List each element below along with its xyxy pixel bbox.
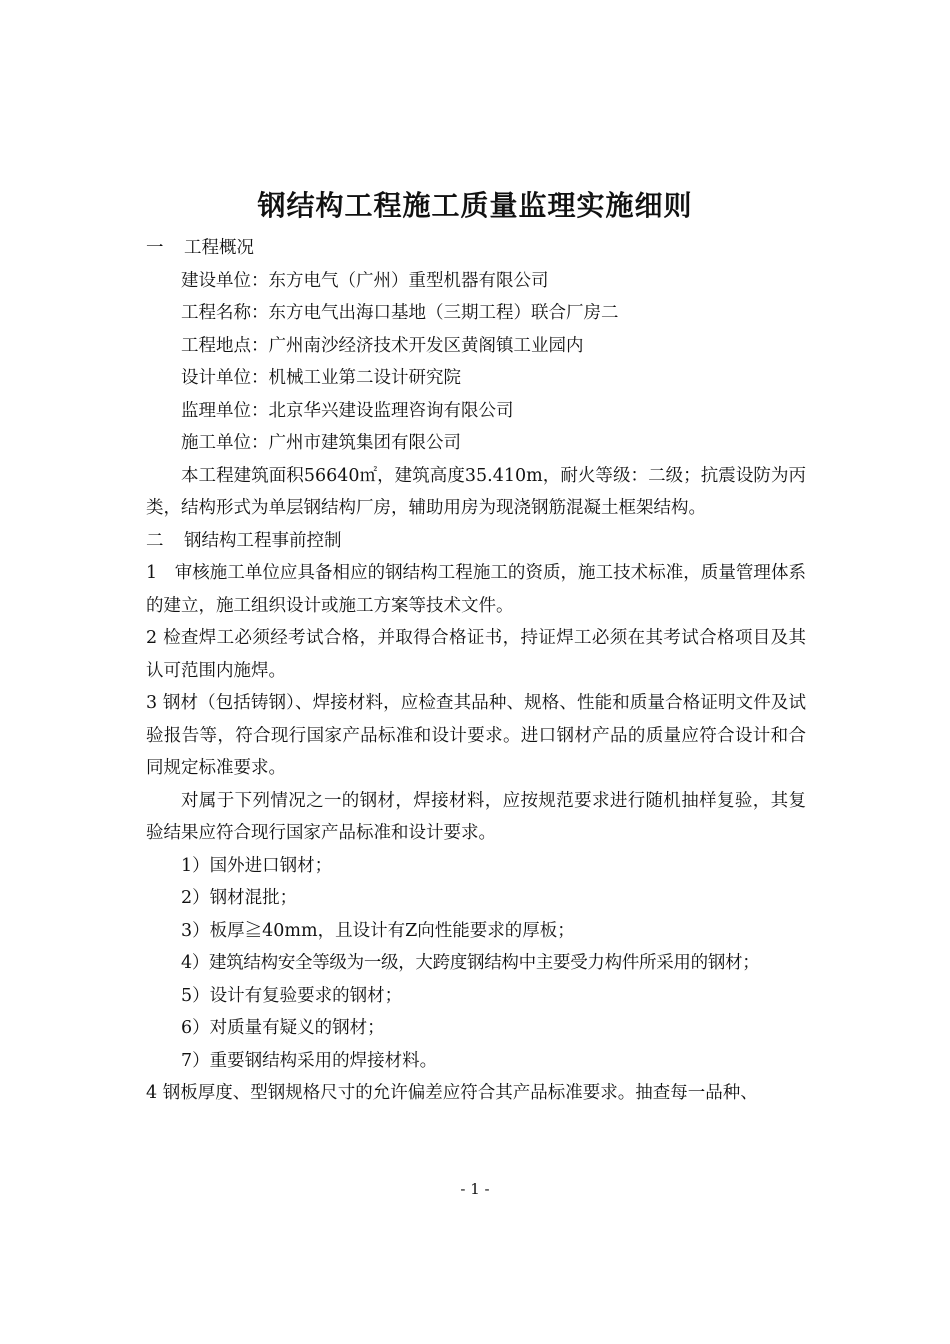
- document-body: [146, 232, 806, 1110]
- info-line: 工程名称：东方电气出海口基地（三期工程）联合厂房二: [181, 303, 619, 323]
- list-item: 3）板厚≧40mm，且设计有Z向性能要求的厚板；: [181, 920, 575, 941]
- paragraph: 本工程建筑面积56640㎡，建筑高度35.410m，耐火等级：二级；抗震设防为丙类，结构形式为单层钢结构厂房，辅助用房为现浇钢筋混凝土框架结构。: [146, 465, 806, 518]
- paragraph: 3 钢材（包括铸钢）、焊接材料，应检查其品种、规格、性能和质量合格证明文件及试验报告等，符合现行国家产品标准和设计要求。进口钢材产品的质量应符合设计和合同规定标准要求。: [146, 693, 806, 778]
- list-item: 5）设计有复验要求的钢材；: [181, 985, 403, 1006]
- page-number: - 1 -: [460, 1180, 490, 1198]
- section-heading: [146, 232, 806, 265]
- page-title: 钢结构工程施工质量监理实施细则: [257, 189, 693, 222]
- info-line: 施工单位：广州市建筑集团有限公司: [181, 433, 461, 453]
- paragraph: 4 钢板厚度、型钢规格尺寸的允许偏差应符合其产品标准要求。抽查每一品种、: [146, 1083, 758, 1103]
- section-title: 钢结构工程事前控制: [184, 530, 342, 551]
- paragraph: 1 审核施工单位应具备相应的钢结构工程施工的资质，施工技术标准，质量管理体系的建立，施工组织设计或施工方案等技术文件。: [146, 563, 806, 616]
- list-item: 7）重要钢结构采用的焊接材料。: [181, 1050, 438, 1071]
- list-item: 6）对质量有疑义的钢材；: [181, 1018, 385, 1038]
- section-heading: [146, 525, 806, 558]
- info-line: 监理单位：北京华兴建设监理咨询有限公司: [181, 400, 514, 421]
- list-item: 1）国外进口钢材；: [181, 855, 333, 876]
- list-item: 2）钢材混批；: [181, 888, 298, 908]
- paragraph: 对属于下列情况之一的钢材，焊接材料，应按规范要求进行随机抽样复验，其复验结果应符合现行国家产品标准和设计要求。: [146, 790, 806, 843]
- info-line: 建设单位：东方电气（广州）重型机器有限公司: [181, 270, 549, 291]
- list-item: 4）建筑结构安全等级为一级，大跨度钢结构中主要受力构件所采用的钢材；: [181, 953, 760, 973]
- info-line: 工程地点：广州南沙经济技术开发区黄阁镇工业园内: [181, 335, 584, 356]
- info-line: 设计单位：机械工业第二设计研究院: [181, 368, 461, 388]
- section-number: 一: [146, 238, 164, 258]
- section-title: 工程概况: [184, 238, 254, 258]
- section-number: 二: [146, 530, 164, 551]
- paragraph: 2 检查焊工必须经考试合格，并取得合格证书，持证焊工必须在其考试合格项目及其认可范围内施焊。: [146, 628, 806, 681]
